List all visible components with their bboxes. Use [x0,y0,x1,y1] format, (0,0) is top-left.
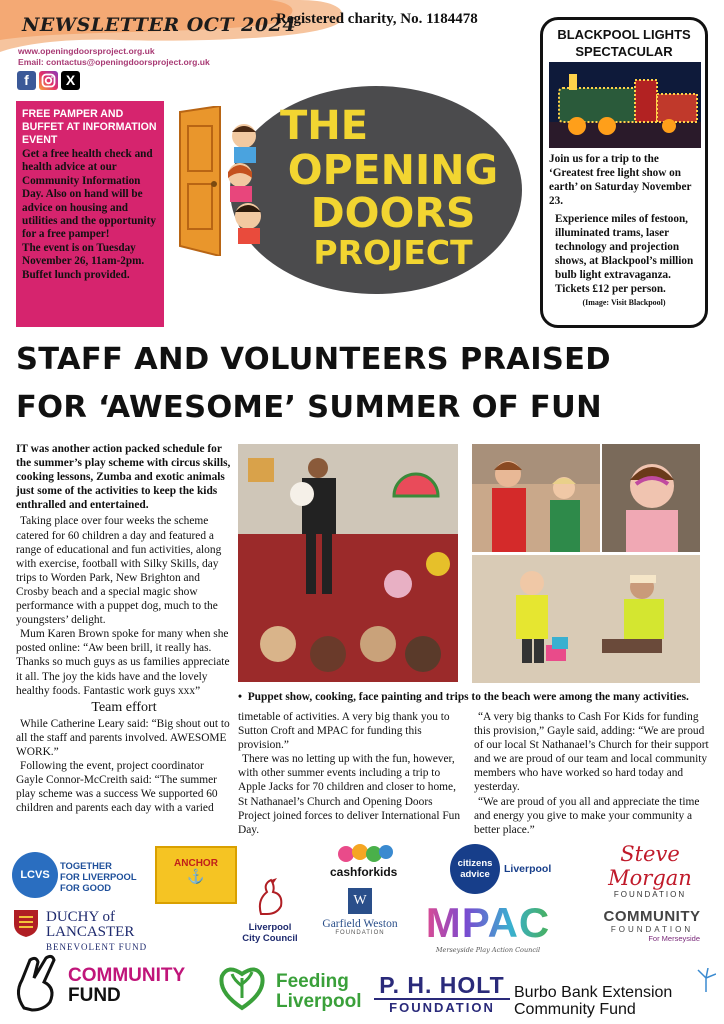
mpac-logo[interactable] [420,900,556,960]
crossed-fingers-icon [10,954,66,1012]
blackpool-price: Tickets £12 per person. [555,283,666,295]
feeding-line-2: Liverpool [276,991,362,1012]
article-lead: IT was another action packed schedule for the summer’s play scheme with circus skills, cooking lessons, Zumba and exotic animals just some of the activities to keep the kids enthralled and entertained. [16,443,231,512]
pamper-body-2: The event is on Tuesday November 26, 11am-2pm. Buffet lunch provided. [22,241,145,281]
lcc-line-2: City Council [242,933,298,944]
contact-info [18,46,210,68]
anchor-logo[interactable] [155,846,237,904]
duchy-of-lancaster-logo[interactable] [12,906,202,952]
article-para-3: While Catherine Leary said: “Big shout out to all the staff and parents involved. AWESOME WORK.” [16,717,230,758]
charity-number: Registered charity, No. 1184478 [276,11,478,27]
lcvs-mark: LCVS [12,852,58,898]
cfm-line-1: COMMUNITY [603,908,701,925]
children-illustration [218,120,278,250]
lcvs-line-3: FOR GOOD [60,882,112,893]
anchor-name: ANCHOR [174,858,218,869]
mpac-mark: MPAC [420,900,556,946]
photo-caption-text: Puppet show, cooking, face painting and trips to the beach were among the many activities. [247,691,689,703]
pamper-heading: FREE PAMPER AND BUFFET AT INFORMATION EVENT [22,108,157,146]
illuminated-train-photo [549,62,701,148]
logo-project: PROJECT [313,233,473,272]
ph-holt-foundation-logo[interactable] [374,972,510,1020]
website-link[interactable]: www.openingdoorsproject.org.uk [18,46,155,56]
garfield-mark: W [348,888,372,914]
team-effort-subhead: Team effort [91,699,157,715]
garfield-line-1: Garfield Weston [322,918,398,930]
lottery-line-2: FUND [68,985,121,1006]
hands-icon [336,842,396,864]
shield-icon [12,908,40,938]
face-painting-photo [602,444,700,552]
logo-opening: OPENING [287,146,499,194]
article-para-6: There was no letting up with the fun, however, with other summer events including a trip to Apple Jacks for 70 children and closer to home, St Nathanael’s Church and Opening Doors Project joined forces to deliver International Fun Day. [238,753,461,836]
wind-turbine-icon [696,968,716,992]
cash-for-kids-text: cashforkids [330,865,398,879]
facebook-icon[interactable]: f [17,71,36,90]
main-headline [16,336,716,432]
burbo-line-1: Burbo Bank Extension [514,984,673,1001]
heart-leaf-icon [214,958,270,1014]
door-icon [176,106,224,256]
newsletter-title: NEWSLETTER OCT 2024 [22,14,297,36]
cash-for-kids-logo[interactable] [330,842,410,882]
liver-bird-icon [253,876,287,918]
feeding-line-1: Feeding [276,971,349,992]
blackpool-image-credit: (Image: Visit Blackpool) [582,298,666,307]
lcvs-logo[interactable] [12,852,144,898]
blackpool-body-2: Experience miles of festoon, illuminated trams, laser technology and projection shows, at Blackpool’s million bulb light extravaganza. [555,213,694,281]
article-para-8: “We are proud of you all and appreciate the time and energy you give to make your community a better place.” [474,795,700,836]
cooking-children-photo [472,444,600,552]
garfield-weston-logo[interactable] [310,888,410,950]
lottery-line-1: COMMUNITY [68,965,186,986]
email-link[interactable]: Email: contactus@openingdoorsproject.org.uk [18,57,210,67]
instagram-icon[interactable] [39,71,58,90]
duchy-line-1: DUCHY of LANCASTER [46,909,135,940]
blackpool-body-1: Join us for a trip to the ‘Greatest free light show on earth’ on Saturday November 23. [549,153,692,207]
steve-morgan-name: Steve Morgan [608,842,692,890]
cfm-line-3: For Merseyside [648,934,700,943]
garfield-line-2: FOUNDATION [335,930,385,936]
article-para-1: Taking place over four weeks the scheme catered for 60 children a day and featured a range of educational and fun activities, along with exercise, football with Silky Skills, day trips to Worden Park, New Brighton and Crosby beach and a special magic show performance with a puppet dog, much to the youngsters’ delight. [16,515,222,627]
blackpool-heading: BLACKPOOL LIGHTS SPECTACULAR [557,27,691,59]
citizens-advice-logo[interactable] [450,844,560,894]
burbo-line-2: Community Fund [514,1001,636,1018]
article-column-2 [238,710,462,837]
community-foundation-merseyside-logo[interactable] [590,896,714,952]
article-column-3 [474,710,710,837]
lcvs-line-2: FOR LIVERPOOL [60,871,137,882]
blackpool-lights-box [540,17,708,328]
pamper-event-box [16,101,164,327]
citizens-line-1: citizens [457,858,493,869]
logo-the: THE [280,103,369,149]
steve-morgan-logo[interactable] [585,842,715,899]
pamper-body-1: Get a free health check and health advice at our Community Information Day. Also on hand will be advice on housing and utilities and the opportunity for a free pamper! [22,148,156,241]
puppet-show-photo [238,444,458,682]
duchy-line-2: BENEVOLENT FUND [46,942,148,952]
anchor-icon: ⚓ [187,869,205,885]
article-para-5: timetable of activities. A very big thank you to Sutton Croft and MPAC for funding this provision.” [238,711,450,752]
logo-doors: DOORS [310,189,476,237]
headline-line-2: FOR ‘AWESOME’ SUMMER OF FUN [16,390,602,425]
feeding-liverpool-logo[interactable] [214,958,372,1018]
x-icon[interactable]: X [61,71,80,90]
national-lottery-community-fund-logo[interactable] [10,954,210,1016]
lcvs-line-1: TOGETHER [60,860,112,871]
steve-morgan-sub: FOUNDATION [613,890,687,899]
bullet-icon: • [238,691,248,703]
cfm-line-2: FOUNDATION [610,925,694,934]
ph-holt-line-1: P. H. HOLT [379,972,505,998]
liverpool-city-council-logo[interactable] [234,876,306,946]
beach-trip-photo [472,555,700,683]
burbo-bank-logo[interactable] [514,968,718,1020]
mpac-sub: Merseyside Play Action Council [435,946,541,954]
article-column-1 [16,442,232,815]
citizens-line-2: advice [460,869,490,880]
lcc-line-1: Liverpool [248,922,292,933]
ph-holt-line-2: FOUNDATION [374,998,510,1015]
citizens-line-3: Liverpool [504,863,552,875]
photo-caption [238,691,714,703]
article-para-2: Mum Karen Brown spoke for many when she posted online: “Aw been brill, it really has. Thanks so much guys as us families appreciate it all. The joy the kids have and the lovely healthy foods. Fantastic work guys xxx” [16,628,230,697]
article-para-7: “A very big thanks to Cash For Kids for funding this provision,” Gayle said, adding: “We are proud of our local St Nathanael’s Church for their support and we are proud of our team and local community members who have worked so hard today and yesterday. [474,711,709,794]
article-para-4: Following the event, project coordinator Gayle Connor-McCreith said: “The summer play scheme was a success We supported 60 children and parents each day with a varied [16,760,218,815]
headline-line-1: STAFF AND VOLUNTEERS PRAISED [16,342,611,377]
